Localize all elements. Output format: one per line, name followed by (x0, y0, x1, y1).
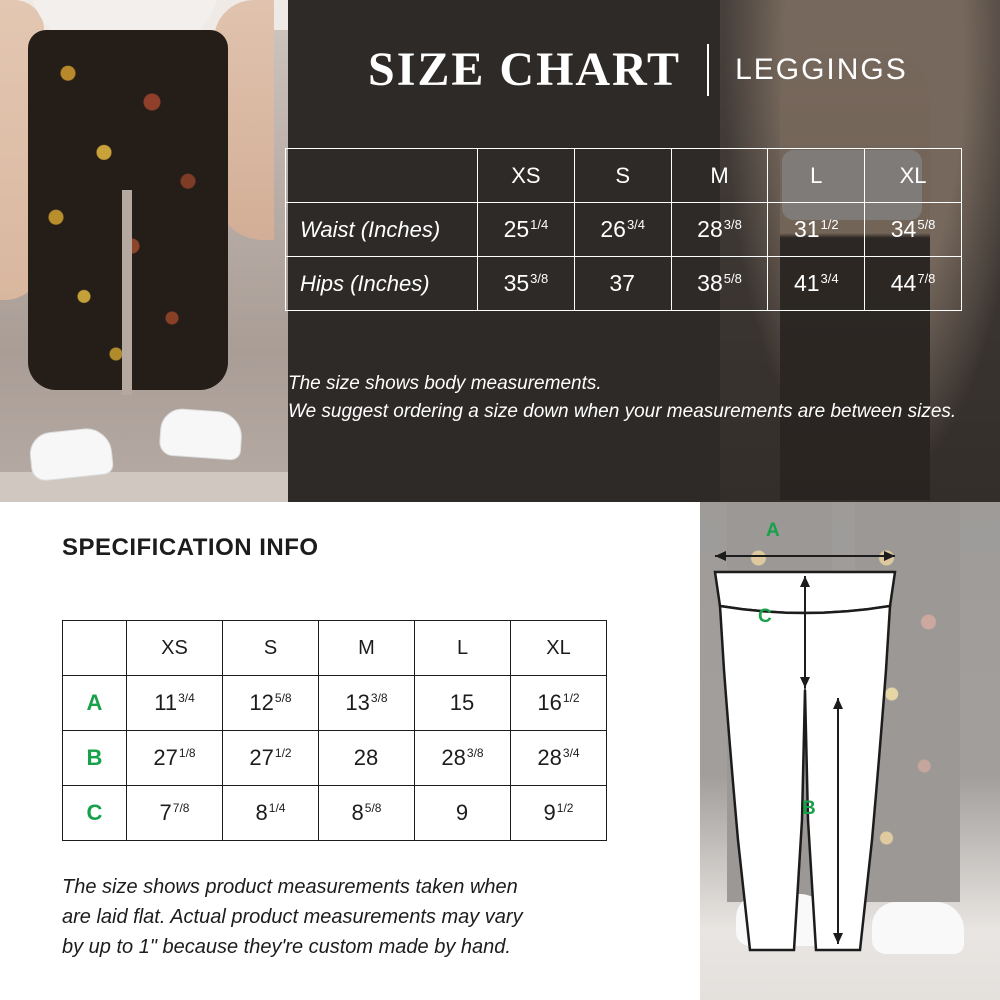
spec-title: SPECIFICATION INFO (62, 534, 319, 561)
size-col-xs: XS (478, 149, 575, 203)
cell-c-l: 9 (415, 786, 511, 841)
leg-gap (122, 190, 132, 395)
size-table-corner (286, 149, 478, 203)
cell-waist-l: $31^{1/2}$ (768, 203, 865, 257)
table-row (286, 257, 962, 311)
cell-a-m: $13^{3/8}$ (319, 676, 415, 731)
spec-col-xs: XS (127, 621, 223, 676)
cell-hips-xs: $35^{3/8}$ (478, 257, 575, 311)
size-table (285, 148, 962, 311)
cell-waist-m: $28^{3/8}$ (671, 203, 768, 257)
bottom-note-line3: by up to 1" because they're custom made by hand. (62, 936, 511, 958)
header-area (288, 0, 1000, 502)
cell-c-s: $8^{1/4}$ (223, 786, 319, 841)
row-label-waist: Waist (Inches) (286, 203, 478, 257)
table-row (63, 676, 607, 731)
bottom-note-line2: are laid flat. Actual product measurements may vary (62, 906, 523, 928)
cell-hips-s: 37 (574, 257, 671, 311)
size-col-l: L (768, 149, 865, 203)
spec-header-row (63, 621, 607, 676)
spec-col-l: L (415, 621, 511, 676)
spec-col-xl: XL (511, 621, 607, 676)
spec-row-label-c: C (63, 786, 127, 841)
model-shoe-right (158, 407, 243, 461)
cell-a-l: 15 (415, 676, 511, 731)
spec-row-label-a: A (63, 676, 127, 731)
cell-b-l: $28^{3/8}$ (415, 731, 511, 786)
spec-table (62, 620, 607, 841)
title-divider (707, 44, 709, 96)
cell-a-s: $12^{5/8}$ (223, 676, 319, 731)
bottom-note-line1: The size shows product measurements taken when (62, 876, 518, 898)
cell-hips-l: $41^{3/4}$ (768, 257, 865, 311)
cell-hips-m: $38^{5/8}$ (671, 257, 768, 311)
table-row (286, 203, 962, 257)
cell-c-xl: $9^{1/2}$ (511, 786, 607, 841)
top-note-line2: We suggest ordering a size down when your measurements are between sizes. (288, 401, 957, 422)
bottom-section (0, 502, 1000, 1000)
cell-c-xs: $7^{7/8}$ (127, 786, 223, 841)
cell-waist-s: $26^{3/4}$ (574, 203, 671, 257)
bottom-note (62, 872, 622, 962)
diagram-label-b: B (802, 798, 816, 819)
cell-hips-xl: $44^{7/8}$ (865, 257, 962, 311)
leggings-diagram (690, 520, 920, 980)
diagram-arrow-a-head-right (884, 551, 895, 561)
cell-a-xl: $16^{1/2}$ (511, 676, 607, 731)
diagram-label-a: A (766, 520, 780, 541)
leggings-diagram-svg (690, 520, 920, 980)
cell-c-m: $8^{5/8}$ (319, 786, 415, 841)
cell-a-xs: $11^{3/4}$ (127, 676, 223, 731)
table-header-row (286, 149, 962, 203)
size-col-xl: XL (865, 149, 962, 203)
spec-table-corner (63, 621, 127, 676)
size-col-m: M (671, 149, 768, 203)
cell-waist-xl: $34^{5/8}$ (865, 203, 962, 257)
spec-col-m: M (319, 621, 415, 676)
diagram-arrow-a-head-left (715, 551, 726, 561)
size-col-s: S (574, 149, 671, 203)
top-note-line1: The size shows body measurements. (288, 373, 602, 394)
spec-col-s: S (223, 621, 319, 676)
cell-b-m: 28 (319, 731, 415, 786)
diagram-label-c: C (758, 606, 772, 627)
page-subtitle: LEGGINGS (735, 52, 908, 86)
top-note (288, 370, 958, 426)
cell-b-xs: $27^{1/8}$ (127, 731, 223, 786)
model-photo-left (0, 0, 288, 502)
title-row (368, 42, 908, 97)
row-label-hips: Hips (Inches) (286, 257, 478, 311)
cell-b-s: $27^{1/2}$ (223, 731, 319, 786)
table-row (63, 786, 607, 841)
model-shoe-left (28, 426, 115, 482)
cell-waist-xs: $25^{1/4}$ (478, 203, 575, 257)
table-row (63, 731, 607, 786)
page-title: SIZE CHART (368, 43, 682, 96)
cell-b-xl: $28^{3/4}$ (511, 731, 607, 786)
spec-row-label-b: B (63, 731, 127, 786)
